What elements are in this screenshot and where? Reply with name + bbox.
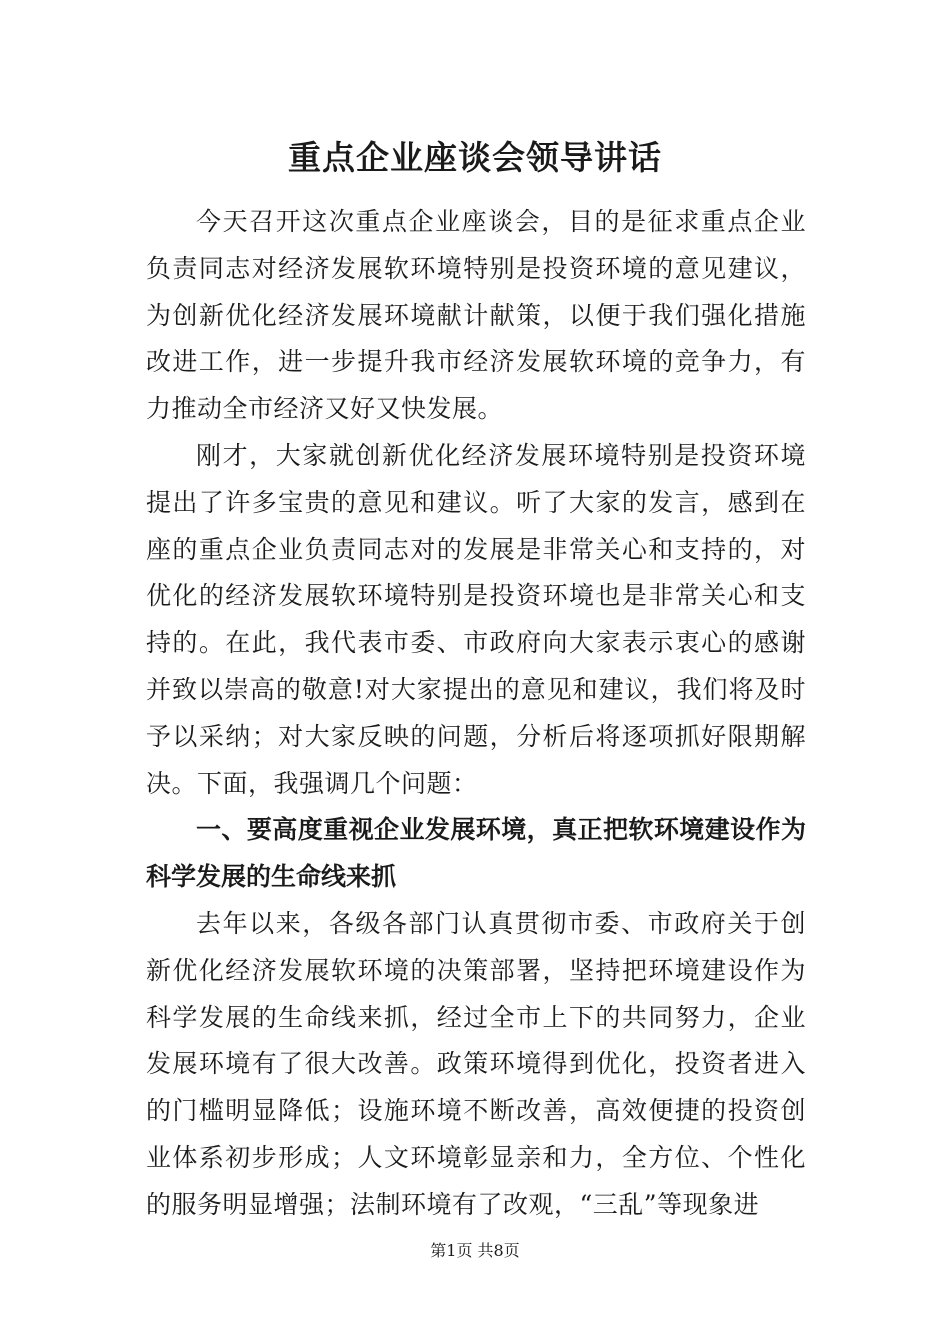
page-footer: 第1页 共8页 <box>430 1241 520 1260</box>
section-heading-1: 一、要高度重视企业发展环境，真正把软环境建设作为科学发展的生命线来抓 <box>146 815 806 892</box>
paragraph-response: 刚才，大家就创新优化经济发展环境特别是投资环境提出了许多宝贵的意见和建议。听了大家的发言，感到在座的重点企业负责同志对的发展是非常关心和支持的，对优化的经济发展软环境特别是投资环境也是非常关心和支持的。在此，我代表市委、市政府向大家表示衷心的感谢并致以崇高的敬意!对大家提出的意见和建议，我们将及时予以采纳；对大家反映的问题，分析后将逐项抓好限期解决。下面，我强调几个问题： <box>146 440 806 798</box>
paragraph-opening: 今天召开这次重点企业座谈会，目的是征求重点企业负责同志对经济发展软环境特别是投资环境的意见建议，为创新优化经济发展环境献计献策，以便于我们强化措施改进工作，进一步提升我市经济发展软环境的竞争力，有力推动全市经济又好又快发展。 <box>146 207 806 424</box>
document-body <box>146 199 806 1229</box>
document-title: 重点企业座谈会领导讲话 <box>288 138 662 177</box>
paragraph-section-1: 去年以来，各级各部门认真贯彻市委、市政府关于创新优化经济发展软环境的决策部署，坚持把环境建设作为科学发展的生命线来抓，经过全市上下的共同努力，企业发展环境有了很大改善。政策环境得到优化，投资者进入的门槛明显降低；设施环境不断改善，高效便捷的投资创业体系初步形成；人文环境彰显亲和力，全方位、个性化的服务明显增强；法制环境有了改观，“三乱”等现象进 <box>146 908 806 1219</box>
